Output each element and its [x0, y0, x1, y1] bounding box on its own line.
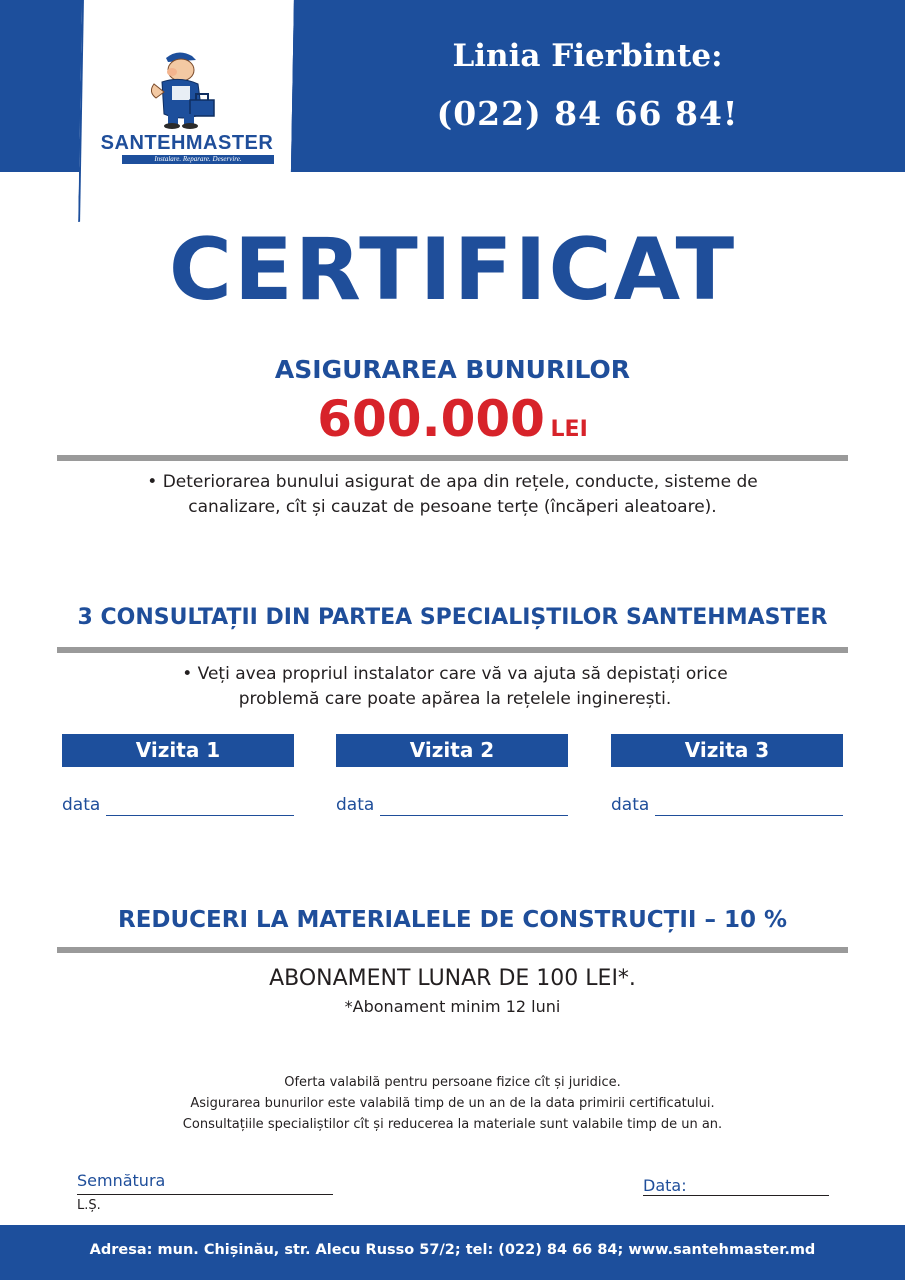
- visit-2-label: Vizita 2: [336, 734, 568, 767]
- consultations-description-line: problemă care poate apărea la rețelele inginerești.: [238, 689, 672, 709]
- signature-label: Semnătura: [77, 1171, 166, 1190]
- visit-3-date-field[interactable]: [611, 795, 843, 819]
- date-line: [106, 815, 294, 816]
- stamp-label: L.Ș.: [77, 1198, 101, 1213]
- amount-value: 600.000: [317, 390, 545, 448]
- date-line: [380, 815, 568, 816]
- insurance-amount: [0, 390, 905, 448]
- certificate-title: CERTIFICAT: [168, 220, 737, 320]
- divider: [57, 647, 848, 653]
- hotline-phone: (022) 84 66 84!: [436, 94, 739, 133]
- insurance-heading: ASIGURAREA BUNURILOR: [274, 355, 631, 384]
- insurance-description: [90, 470, 815, 520]
- amount-unit: LEI: [550, 417, 588, 442]
- subscription-note: *Abonament minim 12 luni: [344, 997, 561, 1016]
- signature-date-label: Data:: [643, 1176, 687, 1195]
- date-line: [655, 815, 843, 816]
- date-label: data: [62, 795, 101, 815]
- visit-1-date-field[interactable]: [62, 795, 294, 819]
- consultations-description-line: • Veți avea propriul instalator care vă va ajuta să depistați orice: [182, 664, 728, 684]
- terms-line: Asigurarea bunurilor este valabilă timp de un an de la data primirii certificatului.: [190, 1096, 715, 1111]
- date-label: data: [336, 795, 375, 815]
- signature-date-line: [643, 1195, 829, 1196]
- visit-3-label: Vizita 3: [611, 734, 843, 767]
- consultations-heading: 3 CONSULTAȚII DIN PARTEA SPECIALIȘTILOR SANTEHMASTER: [77, 605, 828, 630]
- consultations-description: [110, 662, 800, 712]
- logo-wordmark: SANTEHMASTER: [100, 132, 274, 154]
- visit-2-date-field[interactable]: [336, 795, 568, 819]
- insurance-description-line: • Deteriorarea bunului asigurat de apa din rețele, conducte, sisteme de: [147, 472, 758, 492]
- divider: [57, 947, 848, 953]
- discount-heading: REDUCERI LA MATERIALELE DE CONSTRUCȚII – 10 %: [117, 907, 788, 933]
- signature-line[interactable]: [77, 1194, 333, 1195]
- logo-tagline: Instalare. Reparare. Deservire.: [154, 155, 242, 163]
- plumber-mascot-icon: [140, 48, 220, 130]
- subscription-line: ABONAMENT LUNAR DE 100 LEI*.: [269, 966, 636, 991]
- date-label: data: [611, 795, 650, 815]
- hotline-title: Linia Fierbinte:: [452, 38, 723, 74]
- divider: [57, 455, 848, 461]
- visit-1-label: Vizita 1: [62, 734, 294, 767]
- signature-date-field[interactable]: [643, 1176, 829, 1198]
- insurance-description-line: canalizare, cît și cauzat de pesoane terțe (încăperi aleatoare).: [188, 497, 717, 517]
- terms-line: Consultațiile specialiștilor cît și reducerea la materiale sunt valabile timp de un an.: [182, 1117, 723, 1132]
- footer-address: Adresa: mun. Chișinău, str. Alecu Russo 57/2; tel: (022) 84 66 84; www.santehmaster.md: [0, 1225, 905, 1280]
- terms-line: Oferta valabilă pentru persoane fizice cît și juridice.: [284, 1075, 621, 1090]
